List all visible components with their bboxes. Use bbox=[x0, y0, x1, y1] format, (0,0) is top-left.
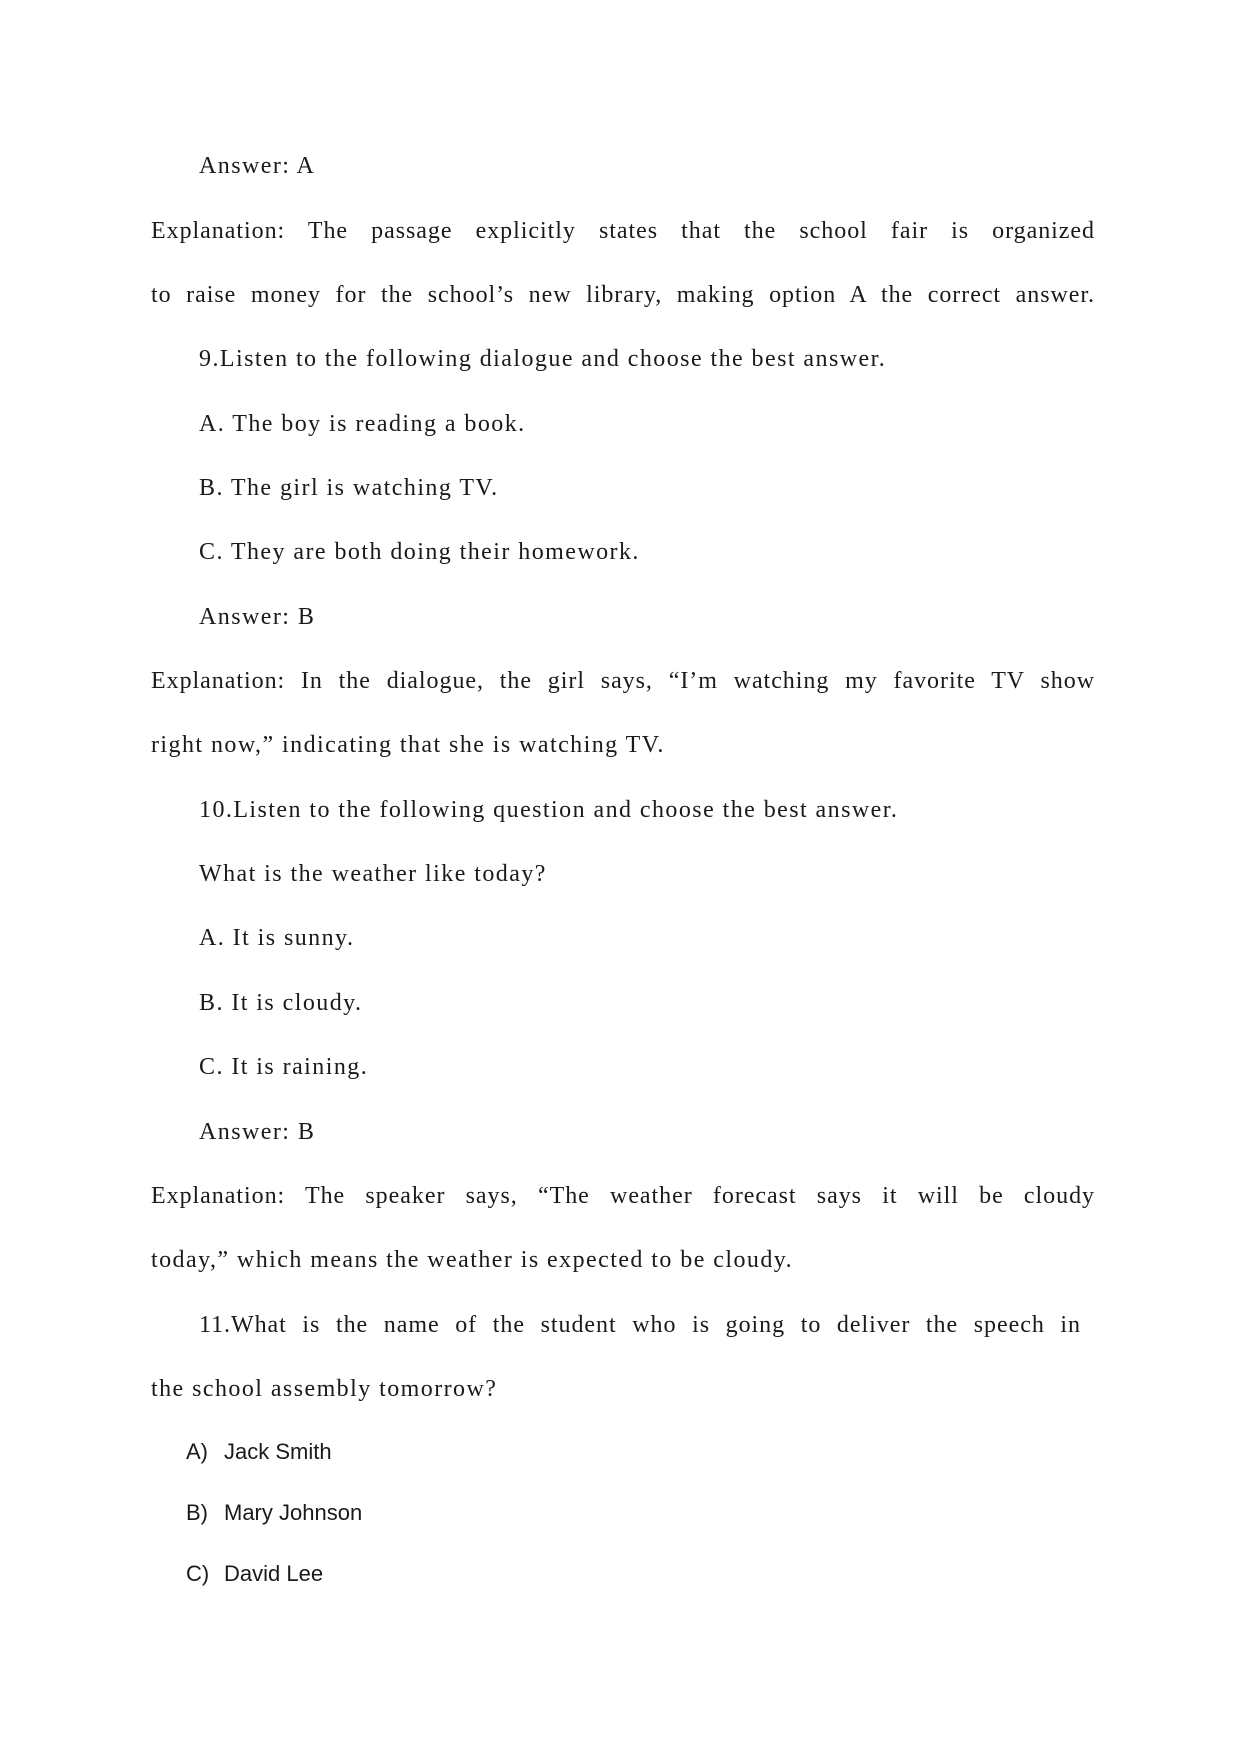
q11-option-b-text: Mary Johnson bbox=[224, 1500, 363, 1525]
q11-option-c-letter: C) bbox=[186, 1561, 210, 1586]
q8-explanation-line-2: to raise money for the school’s new library, making option A the correct answer. bbox=[151, 282, 1095, 308]
q10-option-b: B. It is cloudy. bbox=[199, 990, 363, 1016]
q9-explanation-line-2: right now,” indicating that she is watching TV. bbox=[151, 732, 665, 758]
q11-option-c bbox=[186, 1560, 323, 1588]
q10-option-a: A. It is sunny. bbox=[199, 925, 355, 951]
q10-answer: Answer: B bbox=[199, 1119, 316, 1145]
q11-option-b bbox=[186, 1499, 362, 1527]
q10-explanation-line-1: Explanation: The speaker says, “The weather forecast says it will be cloudy bbox=[151, 1183, 1095, 1209]
q11-prompt-line-2: the school assembly tomorrow? bbox=[151, 1376, 498, 1402]
q9-prompt: 9.Listen to the following dialogue and choose the best answer. bbox=[199, 346, 887, 372]
q8-explanation-line-1: Explanation: The passage explicitly states that the school fair is organized bbox=[151, 218, 1095, 244]
q10-explanation-line-2: today,” which means the weather is expected to be cloudy. bbox=[151, 1247, 794, 1273]
q9-option-a: A. The boy is reading a book. bbox=[199, 411, 526, 437]
q11-option-b-letter: B) bbox=[186, 1500, 208, 1525]
q9-option-c: C. They are both doing their homework. bbox=[199, 539, 640, 565]
q8-answer: Answer: A bbox=[199, 153, 316, 179]
q9-answer: Answer: B bbox=[199, 604, 316, 630]
q10-option-c: C. It is raining. bbox=[199, 1054, 369, 1080]
q11-option-a-letter: A) bbox=[186, 1439, 208, 1464]
q11-option-c-text: David Lee bbox=[224, 1561, 324, 1586]
q9-explanation-line-1: Explanation: In the dialogue, the girl says, “I’m watching my favorite TV show bbox=[151, 668, 1095, 694]
q10-prompt: 10.Listen to the following question and choose the best answer. bbox=[199, 797, 899, 823]
q11-option-a bbox=[186, 1438, 332, 1466]
q11-prompt-line-1: 11.What is the name of the student who is going to deliver the speech in bbox=[199, 1312, 1081, 1338]
q11-option-a-text: Jack Smith bbox=[224, 1439, 332, 1464]
q9-option-b: B. The girl is watching TV. bbox=[199, 475, 499, 501]
q10-sub-question: What is the weather like today? bbox=[199, 861, 547, 887]
